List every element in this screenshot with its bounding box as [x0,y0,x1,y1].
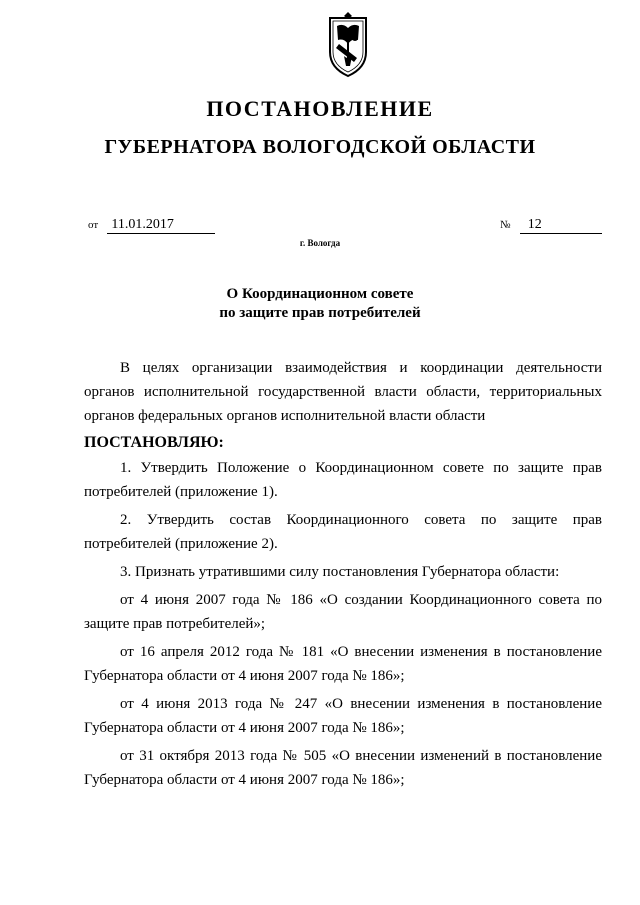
document-subject [0,285,640,323]
document-subtitle: ГУБЕРНАТОРА ВОЛОГОДСКОЙ ОБЛАСТИ [104,136,536,158]
document-date: 11.01.2017 [107,217,215,234]
document-body [84,356,602,796]
vologda-coat-of-arms-icon [324,10,372,82]
repealed-act-item: от 4 июня 2007 года № 186 «О создании Координационного совета по защите прав потребителей»; [84,592,602,632]
subject-line-2: по защите прав потребителей [219,305,421,321]
document-number-field [500,216,602,234]
decree-item: 2. Утвердить состав Координационного совета по защите прав потребителей (приложение 2). [84,512,602,552]
document-date-field [88,216,215,234]
number-prefix: № [500,219,511,231]
decree-item: 1. Утвердить Положение о Координационном совете по защите прав потребителей (приложение 1). [84,460,602,500]
repealed-act-item: от 4 июня 2013 года № 247 «О внесении изменения в постановление Губернатора области от 4 июня 2007 года № 186»; [84,696,602,736]
decree-item: 3. Признать утратившими силу постановления Губернатора области: [120,564,560,580]
repealed-act-item: от 31 октября 2013 года № 505 «О внесении изменений в постановление Губернатора области от 4 июня 2007 года № 186»; [84,748,602,788]
subject-line-1: О Координационном совете [226,286,414,302]
preamble-paragraph: В целях организации взаимодействия и координации деятельности органов исполнительной государственной власти области, территориальных органов федеральных органов исполнительной власти области [84,360,602,424]
decree-heading: ПОСТАНОВЛЯЮ: [84,434,224,451]
repealed-act-item: от 16 апреля 2012 года № 181 «О внесении изменения в постановление Губернатора области от 4 июня 2007 года № 186»; [84,644,602,684]
document-title: ПОСТАНОВЛЕНИЕ [206,96,434,121]
date-prefix: от [88,219,99,231]
document-number: 12 [520,217,602,234]
document-city: г. Вологда [299,238,341,248]
